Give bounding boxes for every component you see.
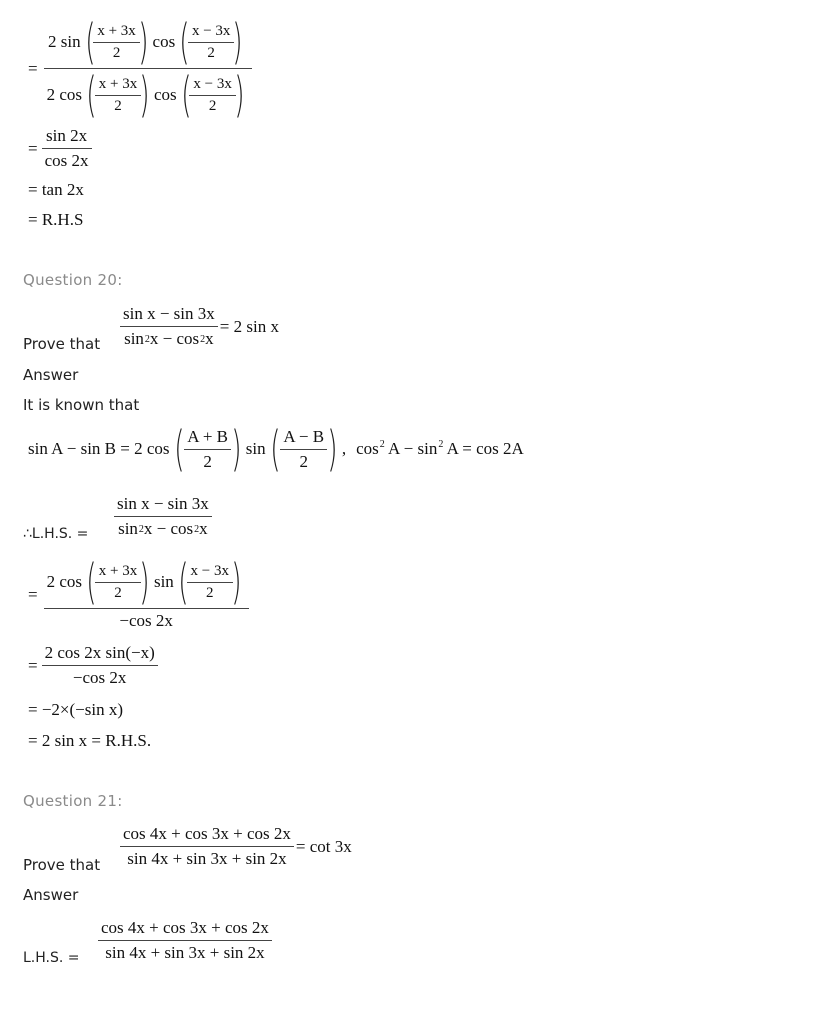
- identity-second: $\cos^2 A - \sin^2 A = \cos 2A$: [356, 439, 524, 458]
- q20-known-label: It is known that: [23, 396, 140, 414]
- fraction: [98, 918, 272, 963]
- separator: ,: [341, 439, 347, 458]
- arg-fraction: x − 3x 2: [187, 563, 233, 602]
- denominator: [44, 67, 252, 123]
- numerator: 2 cos 2x sin(−x): [44, 643, 155, 662]
- arg-fraction: $\frac{A - B}{2}$: [280, 427, 327, 472]
- q20-step2: [28, 643, 160, 688]
- prev-step2: [28, 126, 94, 171]
- q20-answer-label: Answer: [23, 366, 79, 384]
- numerator: cos 4x + cos 3x + cos 2x: [101, 918, 269, 937]
- q21-statement: [118, 824, 352, 869]
- q21-lhs-expr: [96, 918, 274, 963]
- big-fraction: [44, 14, 252, 123]
- denominator: −cos 2x: [119, 611, 173, 630]
- denominator: sin 2 x − cos 2 x: [124, 329, 214, 348]
- prev-step3: = tan 2x: [28, 180, 84, 199]
- equals-sign: =: [28, 138, 38, 158]
- q20-step3: = −2×(−sin x): [28, 700, 124, 719]
- rhs: = 2 sin x: [219, 316, 279, 336]
- equals-sign: =: [28, 58, 38, 78]
- prev-step4: = R.H.S: [28, 210, 84, 229]
- paren-group: ( $\frac{A - B}{2}$ ): [269, 421, 338, 477]
- fraction: [120, 304, 218, 349]
- prev-step1: [28, 14, 254, 123]
- fraction: [42, 126, 92, 171]
- paren-group: ( x − 3x 2 ): [178, 554, 242, 610]
- coef: 2 cos: [46, 85, 83, 104]
- func: cos: [153, 85, 177, 104]
- numerator: cos 4x + cos 3x + cos 2x: [123, 824, 291, 843]
- equals-sign: =: [28, 655, 38, 675]
- paren-group: ( x + 3x 2 ): [86, 554, 150, 610]
- q21-answer-label: Answer: [23, 886, 79, 904]
- denominator: sin 4x + sin 3x + sin 2x: [105, 943, 265, 962]
- denominator: sin 2 x − cos 2 x: [118, 519, 208, 538]
- q20-identity: [28, 421, 524, 477]
- identity-lhs: sin A − sin B = 2 cos: [28, 439, 170, 458]
- fraction: [120, 824, 294, 869]
- denominator: cos 2x: [44, 151, 89, 170]
- arg-fraction: x + 3x 2: [93, 23, 139, 62]
- paren-group: ( x + 3x 2 ): [84, 14, 149, 70]
- func: cos: [152, 32, 176, 51]
- q20-statement: [118, 304, 279, 349]
- q20-lhs-expr: [112, 494, 214, 539]
- numerator: sin 2x: [46, 126, 88, 145]
- arg-fraction: x + 3x 2: [95, 563, 141, 602]
- paren-group: ( x − 3x 2 ): [180, 67, 245, 123]
- q20-prove-label: Prove that: [23, 335, 101, 353]
- fraction: [114, 494, 212, 539]
- q20-lhs-label: ∴L.H.S. =: [23, 526, 89, 542]
- q20-step1: [28, 554, 251, 631]
- numerator: [45, 14, 250, 70]
- paren-group: ( x + 3x 2 ): [86, 67, 150, 123]
- paren-group: ( $\frac{A + B}{2}$ ): [173, 421, 242, 477]
- numerator: sin x − sin 3x: [117, 494, 209, 513]
- question-20-label: Question 20:: [23, 271, 123, 289]
- arg-fraction: x − 3x 2: [188, 23, 234, 62]
- numerator: 2 cos ( x + 3x 2 ) sin ( x − 3x 2 ): [44, 558, 249, 606]
- q20-step4: = 2 sin x = R.H.S.: [28, 731, 152, 750]
- numerator: sin x − sin 3x: [123, 304, 215, 323]
- rhs: = cot 3x: [295, 836, 352, 856]
- func: sin: [245, 439, 266, 458]
- fraction: [42, 643, 158, 688]
- question-21-label: Question 21:: [23, 792, 123, 810]
- arg-fraction: x − 3x 2: [189, 76, 235, 115]
- arg-fraction: x + 3x 2: [95, 76, 141, 115]
- equals-sign: =: [28, 584, 38, 604]
- q21-lhs-label: L.H.S. =: [23, 950, 80, 966]
- denominator: −cos 2x: [72, 668, 127, 687]
- paren-group: ( x − 3x 2 ): [179, 14, 243, 70]
- arg-fraction: $\frac{A + B}{2}$: [184, 427, 231, 472]
- q21-prove-label: Prove that: [23, 856, 101, 874]
- coef: 2 sin: [48, 32, 81, 51]
- denominator: sin 4x + sin 3x + sin 2x: [127, 849, 287, 868]
- big-fraction: [44, 554, 249, 631]
